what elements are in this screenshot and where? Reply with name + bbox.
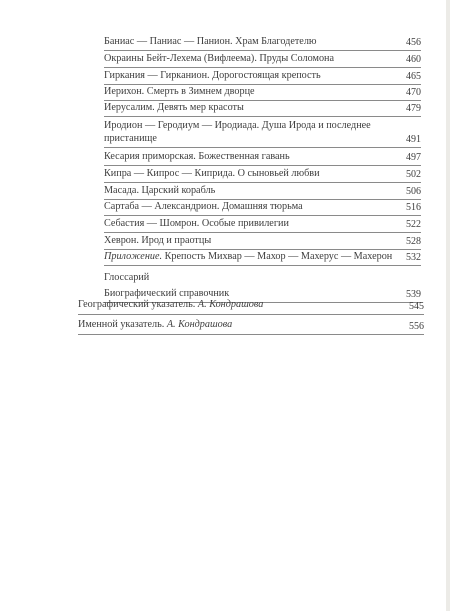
toc-entry-page: 516: [406, 202, 421, 213]
toc-entry-glossary: [104, 271, 421, 287]
toc-entry-page: 470: [406, 87, 421, 98]
toc-entry: [104, 200, 421, 216]
toc-entry-title: Окраины Бейт-Лехема (Вифлеема). Пруды Соломона: [104, 53, 335, 64]
toc-entry-title: Хеврон. Ирод и праотцы: [104, 235, 212, 246]
toc-entry-title: Биографический справочник: [104, 288, 230, 299]
index-entry-geographic: [78, 296, 424, 315]
toc-entry-page: 532: [406, 252, 421, 263]
toc-entry-page: 479: [406, 103, 421, 114]
toc-entry: [104, 85, 421, 101]
appendix-prefix: Приложение.: [104, 251, 163, 262]
toc-rule: [104, 215, 421, 216]
page-edge: [446, 0, 450, 611]
toc-rule: [104, 265, 421, 266]
index-author: А. Кондрашова: [166, 319, 233, 330]
toc-entry: [104, 167, 421, 183]
toc-entry-page: 539: [406, 289, 421, 300]
toc-entry-page: 460: [406, 54, 421, 65]
toc-entry: [104, 150, 421, 166]
toc-entry-page: 522: [406, 219, 421, 230]
toc-entry-title-line2: пристанище: [104, 133, 157, 144]
toc-entry-page: 465: [406, 71, 421, 82]
toc-entry-page: 491: [406, 134, 421, 145]
toc-rule: [104, 50, 421, 51]
toc-entry-page: 528: [406, 236, 421, 247]
toc-entry-title: Кипра — Кипрос — Киприда. О сыновьей любви: [104, 168, 320, 179]
toc-entry-title: Масада. Царский корабль: [104, 185, 216, 196]
toc-entry: [104, 35, 421, 51]
index-title: Географический указатель.: [78, 299, 196, 310]
toc-entry-page: 456: [406, 37, 421, 48]
index-entry-names: [78, 318, 424, 335]
toc-entry-title: Иерихон. Смерть в Зимнем дворце: [104, 86, 255, 97]
toc-entry-title: Сартаба — Александрион. Домашняя тюрьма: [104, 201, 303, 212]
index-author: А. Кондрашова: [197, 299, 264, 310]
toc-entry-title: Баниас — Паниас — Панион. Храм Благодетелю: [104, 36, 317, 47]
toc-entry: [104, 101, 421, 117]
toc-rule: [104, 165, 421, 166]
toc-entry-title: Иерусалим. Девять мер красоты: [104, 102, 244, 113]
index-entry-title: [78, 318, 232, 331]
toc-entry: [104, 234, 421, 250]
toc-entry-page: 506: [406, 186, 421, 197]
toc-entry: [104, 52, 421, 68]
index-rule: [78, 334, 424, 335]
toc-rule: [104, 182, 421, 183]
toc-entry-title-line1: Иродион — Геродиум — Иродиада. Душа Ирода и последнее: [104, 120, 371, 131]
toc-rule: [104, 67, 421, 68]
toc-entry: [104, 69, 421, 85]
index-title: Именной указатель.: [78, 319, 165, 330]
toc-rule: [104, 232, 421, 233]
toc-entry-appendix: [104, 250, 421, 266]
index-entry-page: 545: [409, 301, 424, 312]
appendix-title: Крепость Михвар — Махор — Махерус — Махерон: [164, 251, 393, 262]
toc-entry-title: Глоссарий: [104, 272, 150, 283]
index-rule: [78, 314, 424, 315]
toc-entry-title: Себастия — Шомрон. Особые привилегии: [104, 218, 289, 229]
index-entry-page: 556: [409, 321, 424, 332]
toc-entry-page: 497: [406, 152, 421, 163]
toc-entry: [104, 119, 421, 148]
toc-entry-title: Гиркания — Гирканион. Дорогостоящая крепость: [104, 70, 321, 81]
toc-entry: [104, 217, 421, 233]
toc-entry-title: Кесария приморская. Божественная гавань: [104, 151, 290, 162]
toc-entry: [104, 184, 421, 200]
toc-rule: [104, 147, 421, 148]
toc-rule: [104, 116, 421, 117]
toc-entry-page: 502: [406, 169, 421, 180]
index-entry-title: [78, 298, 263, 311]
toc-entry-title: [104, 250, 392, 263]
